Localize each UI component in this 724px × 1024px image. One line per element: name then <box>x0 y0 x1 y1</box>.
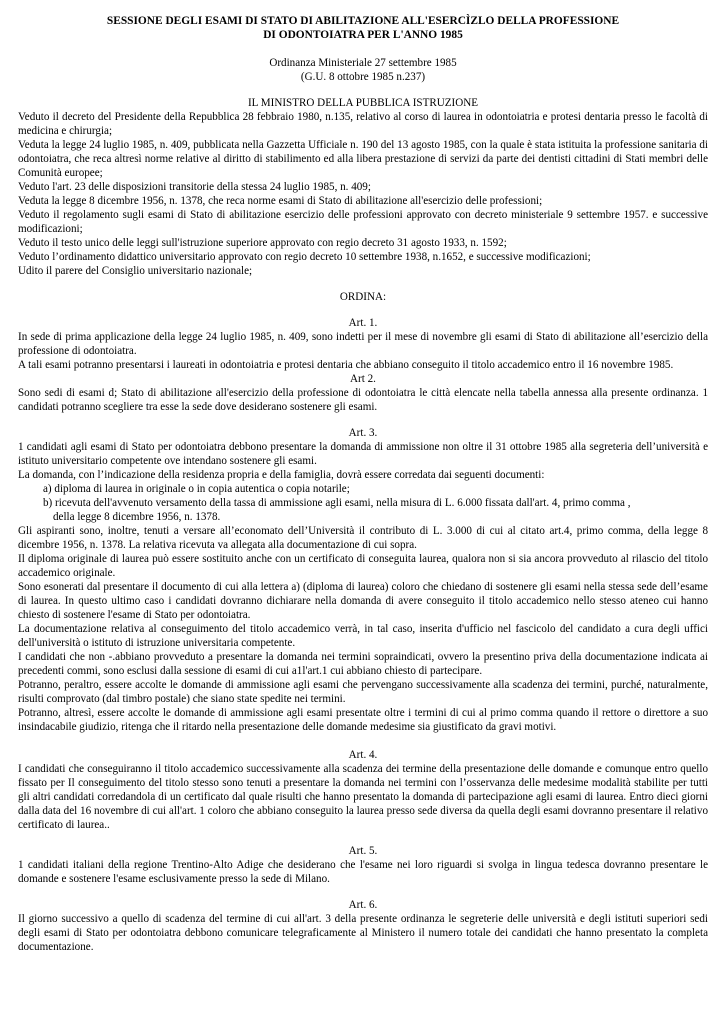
article-3-item-b-continuation: della legge 8 dicembre 1956, n. 1378. <box>53 511 221 523</box>
article-3-heading: Art. 3. <box>348 427 378 439</box>
article-3-paragraph: Il diploma originale di laurea può essere sostituito anche con un certificato di conseguita laurea, qualora non si sia ancora provveduto al rilascio del titolo accademico originale. <box>18 553 708 579</box>
article-3-paragraph: Potranno, altresì, essere accolte le domande di ammissione agli esami presentate oltre i termini di cui al primo comma quando il rettore o direttore a suo insindacabile giudizio, ritenga che il ritardo nella presentazione delle domande medesime sia giustificato da gravi motivi. <box>18 707 708 733</box>
ordina-heading: ORDINA: <box>339 291 387 303</box>
document-title-line2: DI ODONTOIATRA PER L'ANNO 1985 <box>263 29 463 41</box>
minister-heading: IL MINISTRO DELLA PUBBLICA ISTRUZIONE <box>247 97 479 109</box>
preamble-paragraph: Veduto il regolamento sugli esami di Stato di abilitazione esercizio delle professioni approvato con decreto ministeriale 9 settembre 1957. e successive modificazioni; <box>18 209 708 235</box>
article-3-paragraph: Gli aspiranti sono, inoltre, tenuti a versare all’economato dell’Università il contributo di L. 3.000 di cui al citato art.4, primo comma, della legge 8 dicembre 1956, n. 1378. La relativa ricevuta va allegata alla documentazione di cui sopra. <box>18 525 708 551</box>
article-3-paragraph: Sono esonerati dal presentare il documento di cui alla lettera a) (diploma di laurea) coloro che chiedano di sostenere gli esami nella stessa sede dell’esame di laurea. In questo ultimo caso i candidati dovranno dichiarare nella domanda di avere conseguito il titolo accademico nello stesso ateneo cui hanno chiesto di sostenere l'esame di Stato per odontoiatra. <box>18 581 708 621</box>
article-4-paragraph: I candidati che conseguiranno il titolo accademico successivamente alla scadenza dei termine della presentazione delle domande e comunque entro quello fissato per Il conseguimento del titolo stesso sono tenuti a presentare la domanda nei termini con l’osservanza delle medesime modalità stabilite per tutti gli altri candidati corredandola di un certificato dal quale risulti che hanno presentato la domanda di partecipazione agli esami di laurea. Entro dieci giorni dalla data del 16 novembre di cui all'art. 1 coloro che abbiano conseguito la laurea presso sede diversa da quella degli esami dovranno presentare il relativo certificato di laurea.. <box>18 763 708 831</box>
article-1-paragraph: In sede di prima applicazione della legge 24 luglio 1985, n. 409, sono indetti per il mese di novembre gli esami di Stato di abilitazione all’esercizio della professione di odontoiatra. <box>18 331 708 357</box>
article-5-paragraph: 1 candidati italiani della regione Trentino-Alto Adige che desiderano che l'esame nei loro riguardi si svolga in lingua tedesca dovranno presentare le domande e sostenere l'esame esclusivamente presso la sede di Milano. <box>18 859 708 885</box>
article-3-paragraph: La domanda, con l’indicazione della residenza propria e della famiglia, dovrà essere corredata dai seguenti documenti: <box>18 469 545 481</box>
article-2-heading: Art 2. <box>350 373 376 385</box>
article-1-heading: Art. 1. <box>348 317 378 329</box>
preamble-paragraph: Veduta la legge 8 dicembre 1956, n. 1378, che reca norme esami di Stato di abilitazione all'esercizio delle professioni; <box>18 195 543 207</box>
article-6-heading: Art. 6. <box>348 899 378 911</box>
ordinanza-reference: Ordinanza Ministeriale 27 settembre 1985 <box>269 57 457 69</box>
article-3-paragraph: La documentazione relativa al conseguimento del titolo accademico verrà, in tal caso, inserita d'ufficio nel fascicolo del candidato a cura degli uffici dell'università o istituto di istruzione universitaria competente. <box>18 623 708 649</box>
article-1-paragraph: A tali esami potranno presentarsi i laureati in odontoiatria e protesi dentaria che abbiano conseguito il titolo accademico entro il 16 novembre 1985. <box>18 359 674 371</box>
article-6-paragraph: Il giorno successivo a quello di scadenza del termine di cui all'art. 3 della presente ordinanza le segreterie delle università e degli istituti superiori sedi degli esami di Stato per odontoiatra debbono comunicare telegraficamente al Ministero il numero totale dei candidati che hanno presentato la completa documentazione. <box>18 913 708 953</box>
preamble-paragraph: Veduto l'art. 23 delle disposizioni transitorie della stessa 24 luglio 1985, n. 409; <box>18 181 371 193</box>
article-3-item-a: a) diploma di laurea in originale o in copia autentica o copia notarile; <box>43 483 350 495</box>
document-title-line1: SESSIONE DEGLI ESAMI DI STATO DI ABILITAZIONE ALL'ESERCÌZLO DELLA PROFESSIONE <box>106 15 620 27</box>
article-3-paragraph: I candidati che non -.abbiano provveduto a presentare la domanda nei termini sopraindicati, ovvero la presentino priva della documentazione indicata ai precedenti commi, sono esclusi dalla sessione di esami di cui a1l'art.1 cui abbiano chiesto di partecipare. <box>18 651 708 677</box>
article-4-heading: Art. 4. <box>348 749 378 761</box>
preamble-paragraph: Veduto il decreto del Presidente della Repubblica 28 febbraio 1980, n.135, relativo al corso di laurea in odontoiatria e protesi dentaria presso le facoltà di medicina e chirurgia; <box>18 111 708 137</box>
preamble-paragraph: Veduta la legge 24 luglio 1985, n. 409, pubblicata nella Gazzetta Ufficiale n. 190 del 13 agosto 1985, con la quale è stata istituita la professione sanitaria di odontoiatra, che reca altresì norme relative al diritto di stabilimento ed alla libera prestazione di servizi da parte dei dentisti cittadini di Stati membri delle Comunità europee; <box>18 139 708 179</box>
article-3-paragraph: 1 candidati agli esami di Stato per odontoiatra debbono presentare la domanda di ammissione non oltre il 31 ottobre 1985 alla segreteria dell’università e istituto universitario competente ove intendano sostenere gli esami. <box>18 441 708 467</box>
article-3-item-b: b) ricevuta dell'avvenuto versamento della tassa di ammissione agli esami, nella misura di L. 6.000 fissata dall'art. 4, primo comma , <box>43 497 631 509</box>
document-page <box>18 14 708 954</box>
gazzetta-reference: (G.U. 8 ottobre 1985 n.237) <box>300 71 426 83</box>
preamble-paragraph: Veduto il testo unico delle leggi sull'istruzione superiore approvato con regio decreto 31 agosto 1933, n. 1592; <box>18 237 507 249</box>
preamble-paragraph: Veduto l’ordinamento didattico universitario approvato con regio decreto 10 settembre 1938, n.1652, e successive modificazioni; <box>18 251 591 263</box>
article-5-heading: Art. 5. <box>348 845 378 857</box>
preamble-paragraph: Udito il parere del Consiglio universitario nazionale; <box>18 265 253 277</box>
article-3-paragraph: Potranno, peraltro, essere accolte le domande di ammissione agli esami che pervengano successivamente alla scadenza dei termini, purché, naturalmente, risulti comprovato (dal timbro postale) che siano state spedite nei termini. <box>18 679 708 705</box>
article-2-paragraph: Sono sedi di esami d; Stato di abilitazione all'esercizio della professione di odontoiatra le città elencate nella tabella annessa alla presente ordinanza. 1 candidati potranno scegliere tra esse la sede dove desiderano sostenere gli esami. <box>18 387 708 413</box>
